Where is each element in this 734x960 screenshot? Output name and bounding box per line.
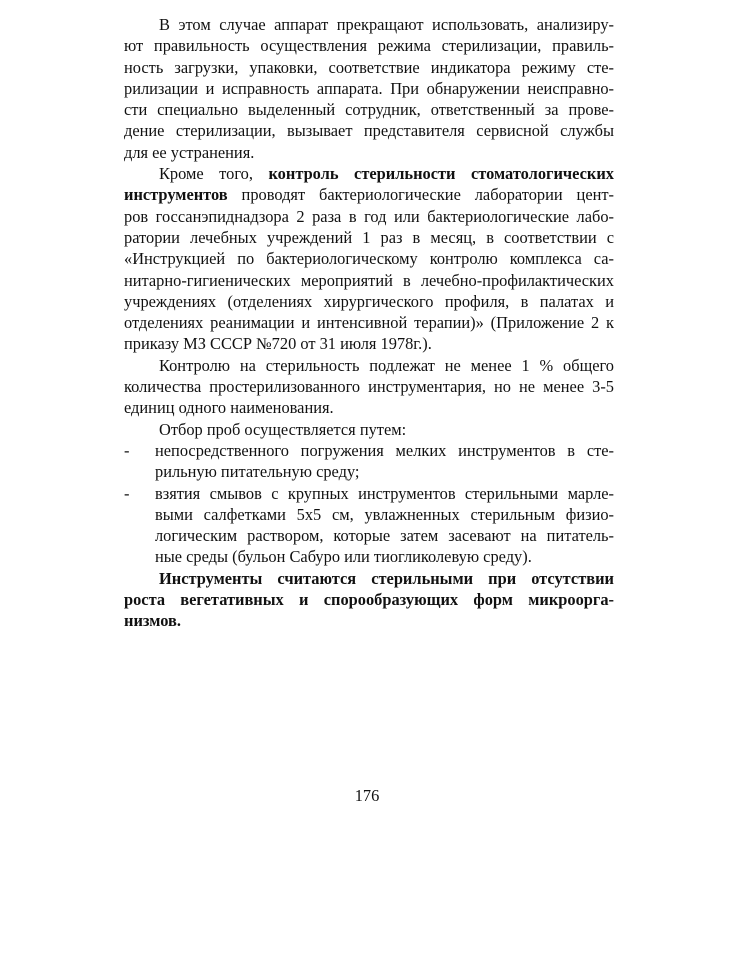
bold-term: инструментов [124,185,228,205]
text-line [124,163,614,184]
list-item [124,440,614,483]
text-line: низмов. [124,611,181,631]
text-line: Отбор проб осуществляется путем: [159,419,407,439]
text-line: роста вегетативных и спорообразующих форм микроорга- [124,590,614,610]
dash-bullet: - [124,440,130,460]
text-line: для ее устранения. [124,142,255,162]
paragraph-sterility-control [124,163,614,355]
bold-term: контроль стерильности стоматологических [268,164,614,184]
text-line: непосредственного погружения мелких инструментов в сте- [155,440,614,460]
text-line: приказу МЗ СССР №720 от 31 июля 1978г.). [124,334,432,354]
text-line: единиц одного наименования. [124,398,334,418]
text-line: выми салфетками 5х5 см, увлажненных стерильным физио- [155,504,614,524]
text-line: ров госсанэпиднадзора 2 раза в год или бактериологические лабо- [124,206,614,226]
page-body [124,14,614,632]
text-run: Кроме того, [159,164,269,184]
text-line: рильную питательную среду; [155,462,360,482]
text-line: ные среды (бульон Сабуро или тиогликолевую среду). [155,547,532,567]
text-line: ратории лечебных учреждений 1 раз в месяц, в соответствии с [124,227,614,247]
text-line [124,184,614,205]
text-line: нитарно-гигиенических мероприятий в лечебно-профилактических [124,270,614,290]
text-line: сти специально выделенный сотрудник, ответственный за прове- [124,100,614,120]
text-line: взятия смывов с крупных инструментов стерильными марле- [155,483,614,503]
text-line: отделениях реанимации и интенсивной терапии)» (Приложение 2 к [124,313,614,333]
text-line: дение стерилизации, вызывает представителя сервисной службы [124,121,614,141]
paragraph-sterilizer-failure [124,14,614,163]
list-item [124,483,614,568]
page-number: 176 [354,786,380,805]
paragraph-conclusion [124,568,614,632]
text-line: ют правильность осуществления режима стерилизации, правиль- [124,36,614,56]
text-run: проводят бактериологические лаборатории цент- [227,185,614,205]
paragraph-sampling-intro [124,419,614,440]
text-line: Контролю на стерильность подлежат не менее 1 % общего [159,355,614,375]
text-line: ность загрузки, упаковки, соответствие индикатора режиму сте- [124,57,614,77]
text-line: В этом случае аппарат прекращают использовать, анализиру- [159,15,614,34]
dash-bullet: - [124,483,130,503]
text-line: Инструменты считаются стерильными при отсутствии [159,568,614,588]
text-line: учреждениях (отделениях хирургического профиля, в палатах и [124,291,614,311]
sampling-methods-list [124,440,614,568]
text-line: количества простерилизованного инструментария, но не менее 3-5 [124,377,614,397]
text-line: рилизации и исправность аппарата. При обнаружении неисправно- [124,78,614,98]
paragraph-sample-size [124,355,614,419]
text-line: «Инструкцией по бактериологическому контролю комплекса са- [124,249,614,269]
text-line: логическим раствором, которые затем засевают на питатель- [155,526,614,546]
